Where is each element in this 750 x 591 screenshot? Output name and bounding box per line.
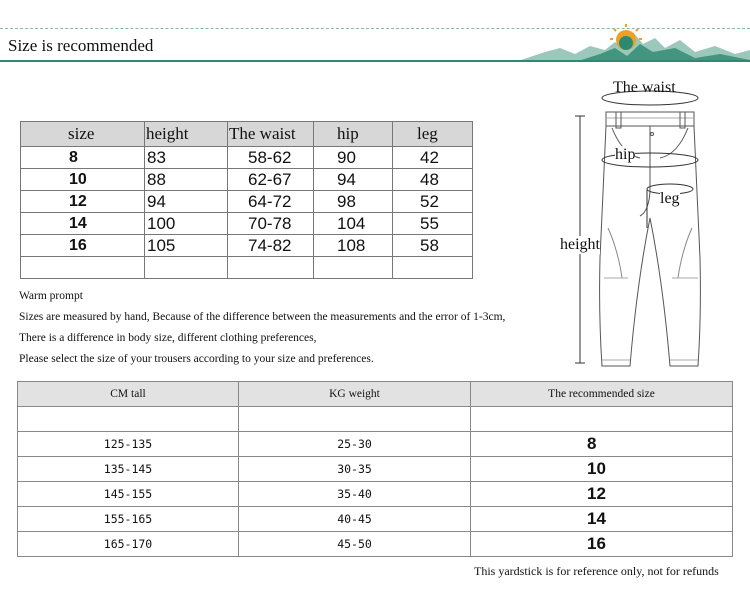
leg-label: leg xyxy=(660,190,680,207)
hip-label: hip xyxy=(615,146,636,163)
hip-cell: 94 xyxy=(314,169,393,191)
page-title: Size is recommended xyxy=(8,36,154,55)
leg-cell: 58 xyxy=(393,235,473,257)
height-range-cell: 145-155 xyxy=(18,482,239,507)
height-cell: 105 xyxy=(145,235,228,257)
table-row xyxy=(18,432,733,457)
column-header: CM tall xyxy=(18,382,239,407)
size-cell: 12 xyxy=(21,191,145,213)
leg-cell: 42 xyxy=(393,147,473,169)
height-range-cell: 165-170 xyxy=(18,532,239,557)
footer-note: This yardstick is for reference only, not for refunds xyxy=(474,564,719,578)
weight-range-cell: 40-45 xyxy=(239,507,471,532)
rec-table-header xyxy=(18,382,733,407)
table-row xyxy=(18,507,733,532)
recommended-size-cell: 14 xyxy=(471,507,733,532)
hip-cell: 98 xyxy=(314,191,393,213)
column-header: The waist xyxy=(228,122,314,147)
trousers-diagram xyxy=(560,78,750,378)
size-table xyxy=(20,121,473,279)
empty-cell xyxy=(314,257,393,279)
size-cell: 14 xyxy=(21,213,145,235)
waist-cell: 70-78 xyxy=(228,213,314,235)
empty-cell xyxy=(21,257,145,279)
empty-cell xyxy=(471,407,733,432)
recommended-size-cell: 10 xyxy=(471,457,733,482)
size-cell: 16 xyxy=(21,235,145,257)
weight-range-cell: 25-30 xyxy=(239,432,471,457)
column-header: hip xyxy=(314,122,393,147)
trousers-outline-icon xyxy=(560,78,750,378)
height-cell: 100 xyxy=(145,213,228,235)
waist-cell: 74-82 xyxy=(228,235,314,257)
header-divider xyxy=(0,60,750,62)
column-header: size xyxy=(21,122,145,147)
recommended-size-cell: 16 xyxy=(471,532,733,557)
weight-range-cell: 35-40 xyxy=(239,482,471,507)
leg-cell: 52 xyxy=(393,191,473,213)
column-header: leg xyxy=(393,122,473,147)
prompt-line: There is a difference in body size, different clothing preferences, xyxy=(19,332,317,344)
height-cell: 83 xyxy=(145,147,228,169)
waist-label: The waist xyxy=(613,79,676,96)
height-cell: 94 xyxy=(145,191,228,213)
leg-cell: 48 xyxy=(393,169,473,191)
table-row xyxy=(21,147,473,169)
height-cell: 88 xyxy=(145,169,228,191)
hip-cell: 104 xyxy=(314,213,393,235)
height-range-cell: 155-165 xyxy=(18,507,239,532)
table-row xyxy=(21,213,473,235)
mountain-sun-logo xyxy=(515,18,750,62)
table-row xyxy=(21,235,473,257)
table-row xyxy=(21,191,473,213)
weight-range-cell: 45-50 xyxy=(239,532,471,557)
waist-cell: 62-67 xyxy=(228,169,314,191)
prompt-line: Please select the size of your trousers according to your size and preferences. xyxy=(19,353,374,365)
waist-cell: 64-72 xyxy=(228,191,314,213)
empty-cell xyxy=(18,407,239,432)
empty-cell xyxy=(393,257,473,279)
prompt-line: Sizes are measured by hand, Because of the difference between the measurements and the error of 1-3cm, xyxy=(19,311,506,323)
size-table-header xyxy=(21,122,473,147)
recommendation-table xyxy=(17,381,733,557)
leg-cell: 55 xyxy=(393,213,473,235)
weight-range-cell: 30-35 xyxy=(239,457,471,482)
waist-cell: 58-62 xyxy=(228,147,314,169)
size-cell: 8 xyxy=(21,147,145,169)
table-row-empty xyxy=(21,257,473,279)
table-row xyxy=(21,169,473,191)
height-range-cell: 125-135 xyxy=(18,432,239,457)
table-row xyxy=(18,482,733,507)
table-row xyxy=(18,532,733,557)
column-header: The recommended size xyxy=(471,382,733,407)
hip-cell: 90 xyxy=(314,147,393,169)
size-cell: 10 xyxy=(21,169,145,191)
height-range-cell: 135-145 xyxy=(18,457,239,482)
recommended-size-cell: 12 xyxy=(471,482,733,507)
recommended-size-cell: 8 xyxy=(471,432,733,457)
table-row xyxy=(18,457,733,482)
empty-cell xyxy=(228,257,314,279)
column-header: height xyxy=(145,122,228,147)
prompt-title: Warm prompt xyxy=(19,290,83,302)
empty-cell xyxy=(145,257,228,279)
empty-cell xyxy=(239,407,471,432)
column-header: KG weight xyxy=(239,382,471,407)
hip-cell: 108 xyxy=(314,235,393,257)
table-row-empty xyxy=(18,407,733,432)
height-label: height xyxy=(560,236,600,253)
